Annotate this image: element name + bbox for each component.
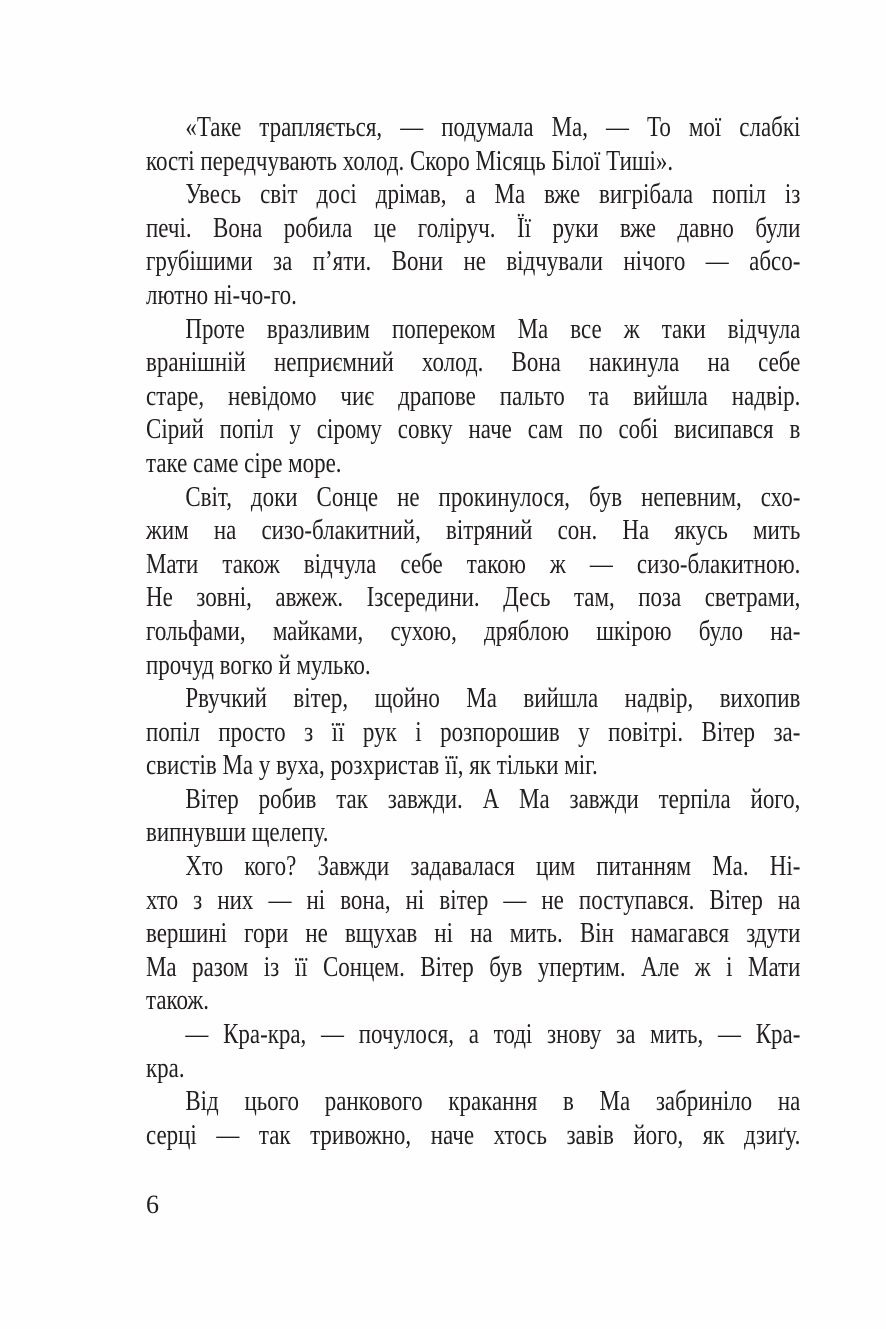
paragraph	[146, 1018, 800, 1085]
text-line: гольфами, майками, сухою, дряблою шкірою було на-	[146, 615, 801, 647]
paragraph	[146, 178, 800, 312]
text-line: «Таке трапляється, — подумала Ма, — То мої слабкі	[185, 112, 801, 143]
page-number: 6	[146, 1190, 159, 1219]
text-line: вершині гори не вщухав ні на мить. Він намагався здути	[146, 918, 801, 950]
text-line: Ма разом із її Сонцем. Вітер був упертим. Але ж і Мати	[146, 951, 801, 983]
text-line: серці — так тривожно, наче хтось завів його, як дзиґу.	[146, 1119, 801, 1151]
text-line: свистів Ма у вуха, розхристав її, як тільки міг.	[146, 750, 598, 782]
text-line: кості передчувають холод. Скоро Місяць Білої Тиші».	[146, 145, 674, 177]
text-line: випнувши щелепу.	[146, 817, 329, 849]
text-line: Проте вразливим попереком Ма все ж таки відчула	[185, 313, 801, 345]
text-line: Не зовні, авжеж. Ізсередини. Десь там, поза светрами,	[146, 582, 801, 614]
text-line: — Кра-кра, — почулося, а тоді знову за мить, — Кра-	[185, 1019, 801, 1051]
paragraph	[146, 783, 800, 850]
text-line: Мати також відчула себе такою ж — сизо-блакитною.	[146, 548, 801, 580]
text-line: Хто кого? Завжди задавалася цим питанням Ма. Ні-	[185, 851, 801, 883]
text-line: лютно ні-чо-го.	[146, 279, 297, 311]
paragraph	[146, 682, 800, 783]
text-line: попіл просто з її рук і розпорошив у повітрі. Вітер за-	[146, 716, 801, 748]
paragraph	[146, 313, 800, 481]
text-line: грубішими за п’яти. Вони не відчували нічого — абсо-	[146, 246, 801, 278]
text-line: хто з них — ні вона, ні вітер — не поступався. Вітер на	[146, 884, 801, 916]
text-line: Від цього ранкового кракання в Ма забриніло на	[185, 1086, 801, 1118]
text-line: жим на сизо-блакитний, вітряний сон. На якусь мить	[146, 515, 801, 547]
paragraph	[146, 111, 800, 178]
text-line: Вітер робив так завжди. А Ма завжди терпіла його,	[185, 783, 801, 815]
text-line: прочуд вогко й мулько.	[146, 649, 371, 681]
paragraph	[146, 1085, 800, 1152]
text-line: Світ, доки Сонце не прокинулося, був непевним, схо-	[185, 481, 801, 513]
text-line: кра.	[146, 1052, 185, 1084]
text-line: Рвучкий вітер, щойно Ма вийшла надвір, вихопив	[185, 683, 801, 715]
paragraph	[146, 481, 800, 683]
paragraph	[146, 850, 800, 1018]
text-line: також.	[146, 985, 210, 1017]
text-line: старе, невідомо чиє драпове пальто та вийшла надвір.	[146, 380, 801, 412]
text-line: Увесь світ досі дрімав, а Ма вже вигрібала попіл із	[185, 179, 801, 211]
body-text	[146, 111, 800, 1152]
text-line: печі. Вона робила це голіруч. Її руки вже давно були	[146, 212, 801, 244]
text-line: Сірий попіл у сірому совку наче сам по собі висипався в	[146, 414, 801, 446]
text-line: таке саме сіре море.	[146, 447, 342, 479]
text-line: вранішній неприємний холод. Вона накинула на себе	[146, 347, 801, 379]
